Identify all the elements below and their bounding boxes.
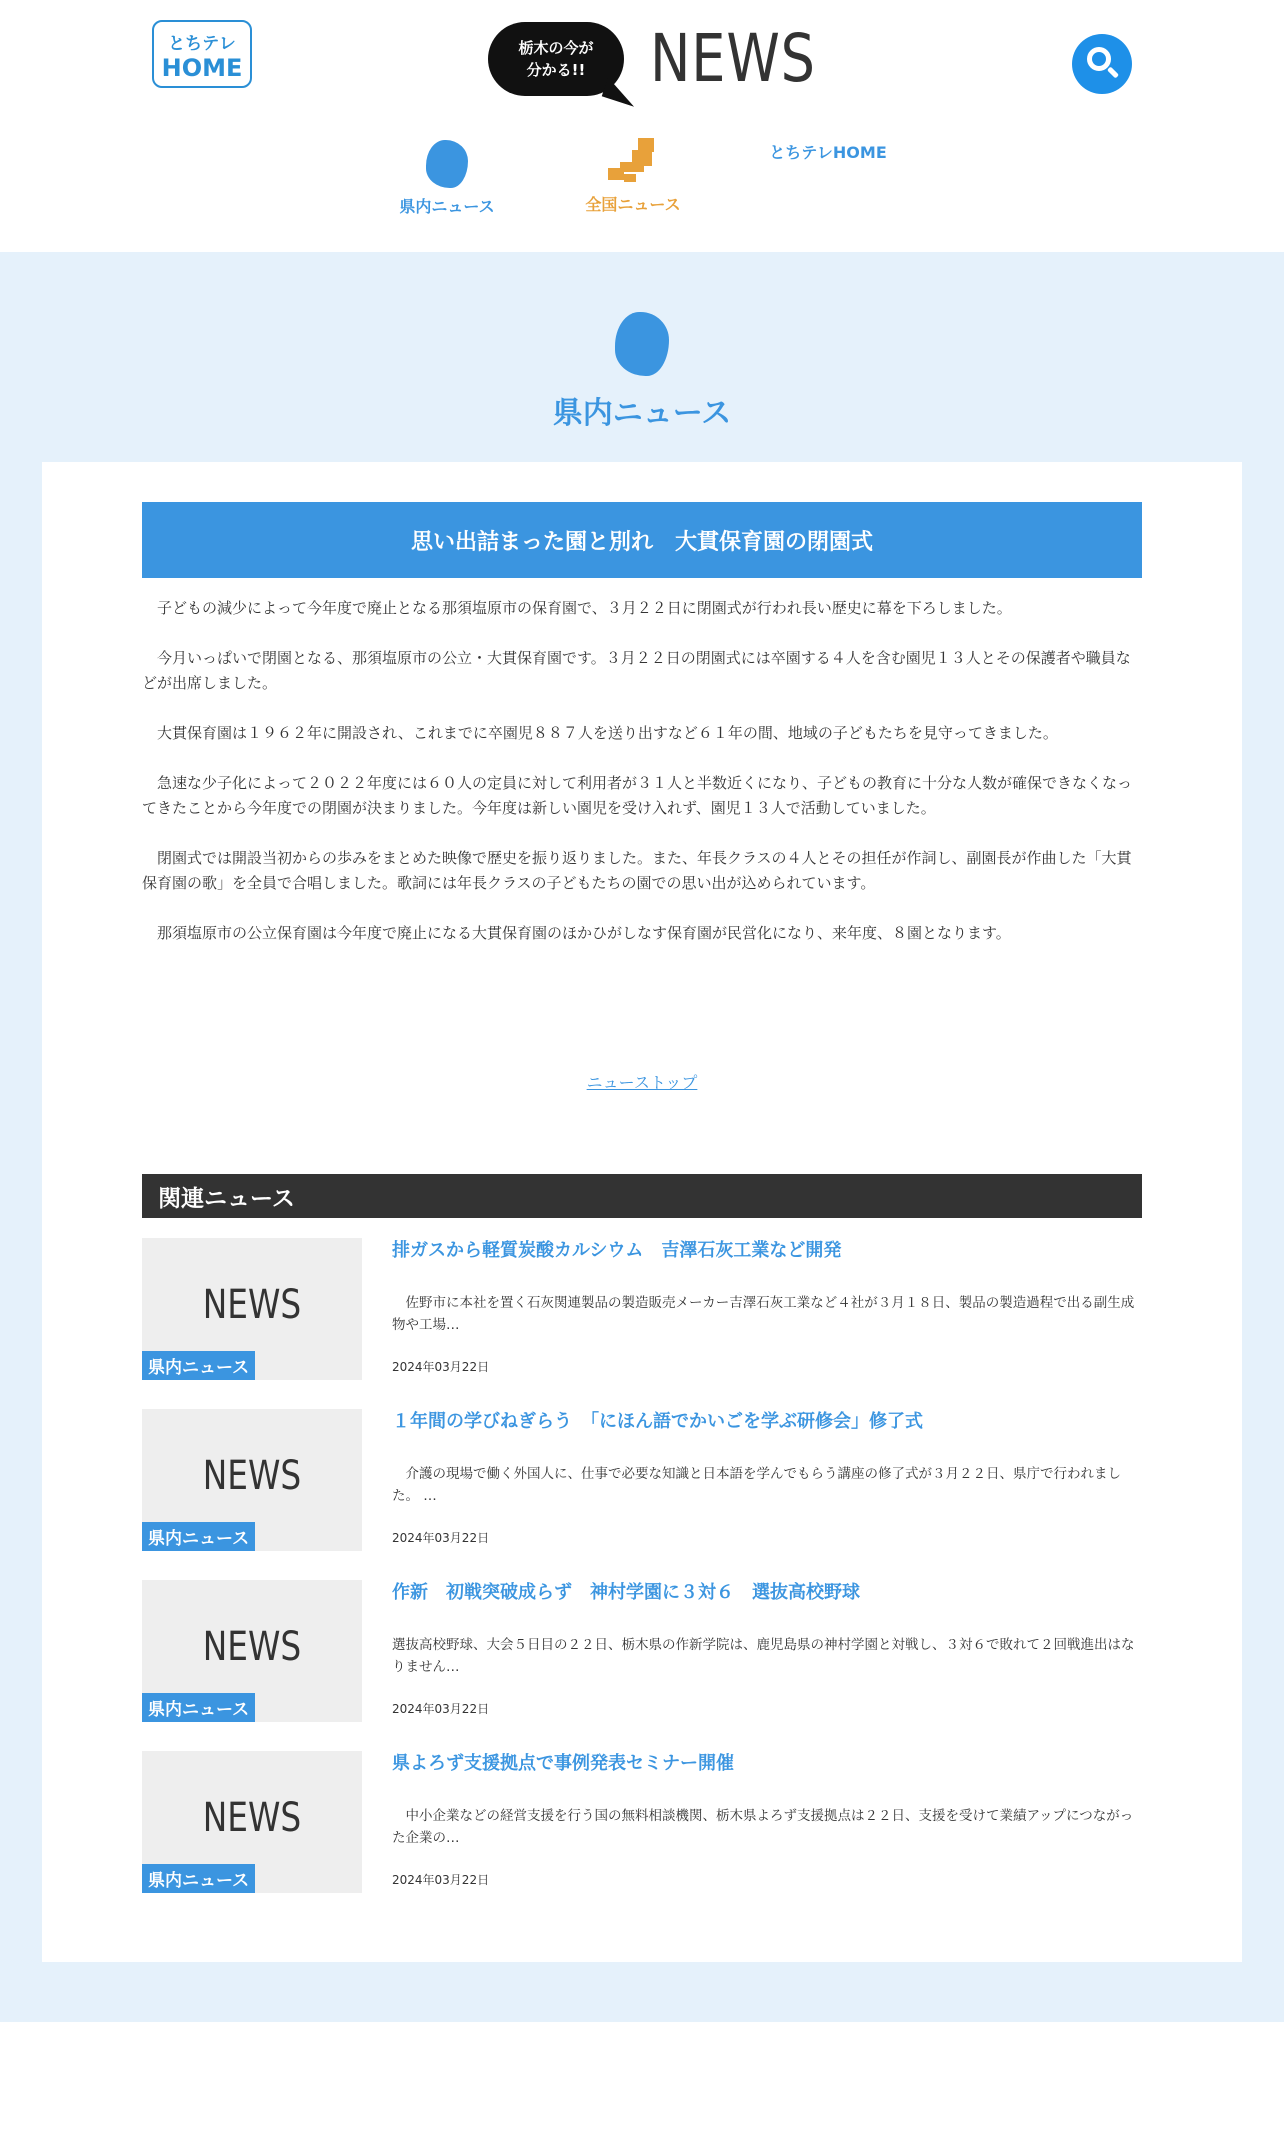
site-header [0,0,1284,252]
search-button[interactable] [1072,34,1132,94]
news-top-link[interactable]: ニューストップ [586,1073,698,1092]
news-wordmark: NEWS [650,20,816,97]
related-news-item[interactable] [142,1751,1142,1893]
related-news-item[interactable] [142,1238,1142,1380]
search-icon [1087,47,1111,71]
news-thumbnail[interactable] [142,1580,362,1722]
nav-home-link[interactable] [768,140,888,163]
related-news-summary: 中小企業などの経営支援を行う国の無料相談機関、栃木県よろず支援拠点は２２日、支援を受けて業績アップにつながった企業の… [392,1808,1134,1846]
news-thumbnail[interactable] [142,1238,362,1380]
content-panel [42,462,1242,1962]
article-paragraph: 子どもの減少によって今年度で廃止となる那須塩原市の保育園で、３月２２日に閉園式が行われ長い歴史に幕を下ろしました。 [157,599,1012,617]
bubble-line-1: 栃木の今が [518,38,594,57]
thumb-news-word: NEWS [202,1282,302,1328]
related-news-date: 2024年03月22日 [392,1360,490,1374]
article-paragraph: 大貫保育園は１９６２年に開設され、これまでに卒園児８８７人を送り出すなど６１年の間、地域の子どもたちを見守ってきました。 [157,724,1058,742]
related-news-item[interactable] [142,1409,1142,1551]
related-news-title[interactable]: 県よろず支援拠点で事例発表セミナー開催 [392,1753,734,1774]
nav-pref-news[interactable] [396,140,498,217]
article-paragraph: 那須塩原市の公立保育園は今年度で廃止になる大貫保育園のほかひがしなす保育園が民営化になり、来年度、８園となります。 [157,924,1011,942]
article-paragraph: 今月いっぱいで閉園となる、那須塩原市の公立・大貫保育園です。３月２２日の閉園式には卒園する４人を含む園児１３人とその保護者や職員などが出席しました。 [142,649,1131,692]
category-badge: 県内ニュース [142,1864,255,1893]
header-link-icon-b[interactable] [1010,56,1024,76]
thumb-news-word: NEWS [202,1624,302,1670]
japan-map-icon [606,138,660,186]
related-news-title[interactable]: １年間の学びねぎらう 「にほん語でかいごを学ぶ研修会」修了式 [392,1411,923,1432]
speech-bubble [488,22,624,96]
home-logo-bottom: HOME [161,53,243,82]
section-title: 県内ニュース [552,396,732,431]
nav-national-news[interactable] [582,138,684,215]
related-news-date: 2024年03月22日 [392,1873,490,1887]
tochigi-map-icon [426,140,468,188]
article-body [142,596,1142,971]
nav-home-label: とちテレHOME [769,143,887,162]
related-news-item[interactable] [142,1580,1142,1722]
tochitele-home-logo[interactable] [152,20,252,88]
search-icon-handle [1107,66,1119,78]
article-paragraph: 急速な少子化によって２０２２年度には６０人の定員に対して利用者が３１人と半数近くになり、子どもの教育に十分な人数が確保できなくなってきたことから今年度での閉園が決まりました。今年度は新しい園児を受け入れず、園児１３人で活動していました。 [142,774,1133,817]
nav-national-label: 全国ニュース [585,195,681,214]
related-news-summary: 介護の現場で働く外国人に、仕事で必要な知識と日本語を学んでもらう講座の修了式が３月２２日、県庁で行われました。 … [392,1466,1121,1504]
related-news-date: 2024年03月22日 [392,1531,490,1545]
category-badge: 県内ニュース [142,1522,255,1551]
category-badge: 県内ニュース [142,1351,255,1380]
news-brand-logo[interactable] [488,20,852,97]
related-news-date: 2024年03月22日 [392,1702,490,1716]
news-thumbnail[interactable] [142,1409,362,1551]
nav-pref-label: 県内ニュース [399,197,495,216]
home-logo-top: とちテレ [168,33,236,54]
tochigi-map-icon [615,312,669,376]
article-paragraph: 閉園式では開設当初からの歩みをまとめた映像で歴史を振り返りました。また、年長クラスの４人とその担任が作詞し、副園長が作曲した「大貫保育園の歌」を全員で合唱しました。歌詞には年長クラスの子どもたちの園での思い出が込められています。 [142,849,1132,892]
thumb-news-word: NEWS [202,1453,302,1499]
related-news-heading: 関連ニュース [142,1174,1142,1218]
related-news-summary: 選抜高校野球、大会５日目の２２日、栃木県の作新学院は、鹿児島県の神村学園と対戦し、３対６で敗れて２回戦進出はなりません… [392,1637,1135,1675]
news-thumbnail[interactable] [142,1751,362,1893]
article-title: 思い出詰まった園と別れ 大貫保育園の閉園式 [142,502,1142,578]
related-news-title[interactable]: 作新 初戦突破成らず 神村学園に３対６ 選抜高校野球 [392,1582,860,1603]
category-badge: 県内ニュース [142,1693,255,1722]
related-news-summary: 佐野市に本社を置く石灰関連製品の製造販売メーカー吉澤石灰工業など４社が３月１８日、製品の製造過程で出る副生成物や工場… [392,1295,1135,1333]
header-link-icon-a[interactable] [956,56,970,76]
related-news-title[interactable]: 排ガスから軽質炭酸カルシウム 吉澤石灰工業など開発 [392,1240,842,1261]
section-heading [0,312,1284,432]
bubble-line-2: 分かる!! [526,60,586,79]
thumb-news-word: NEWS [202,1795,302,1841]
